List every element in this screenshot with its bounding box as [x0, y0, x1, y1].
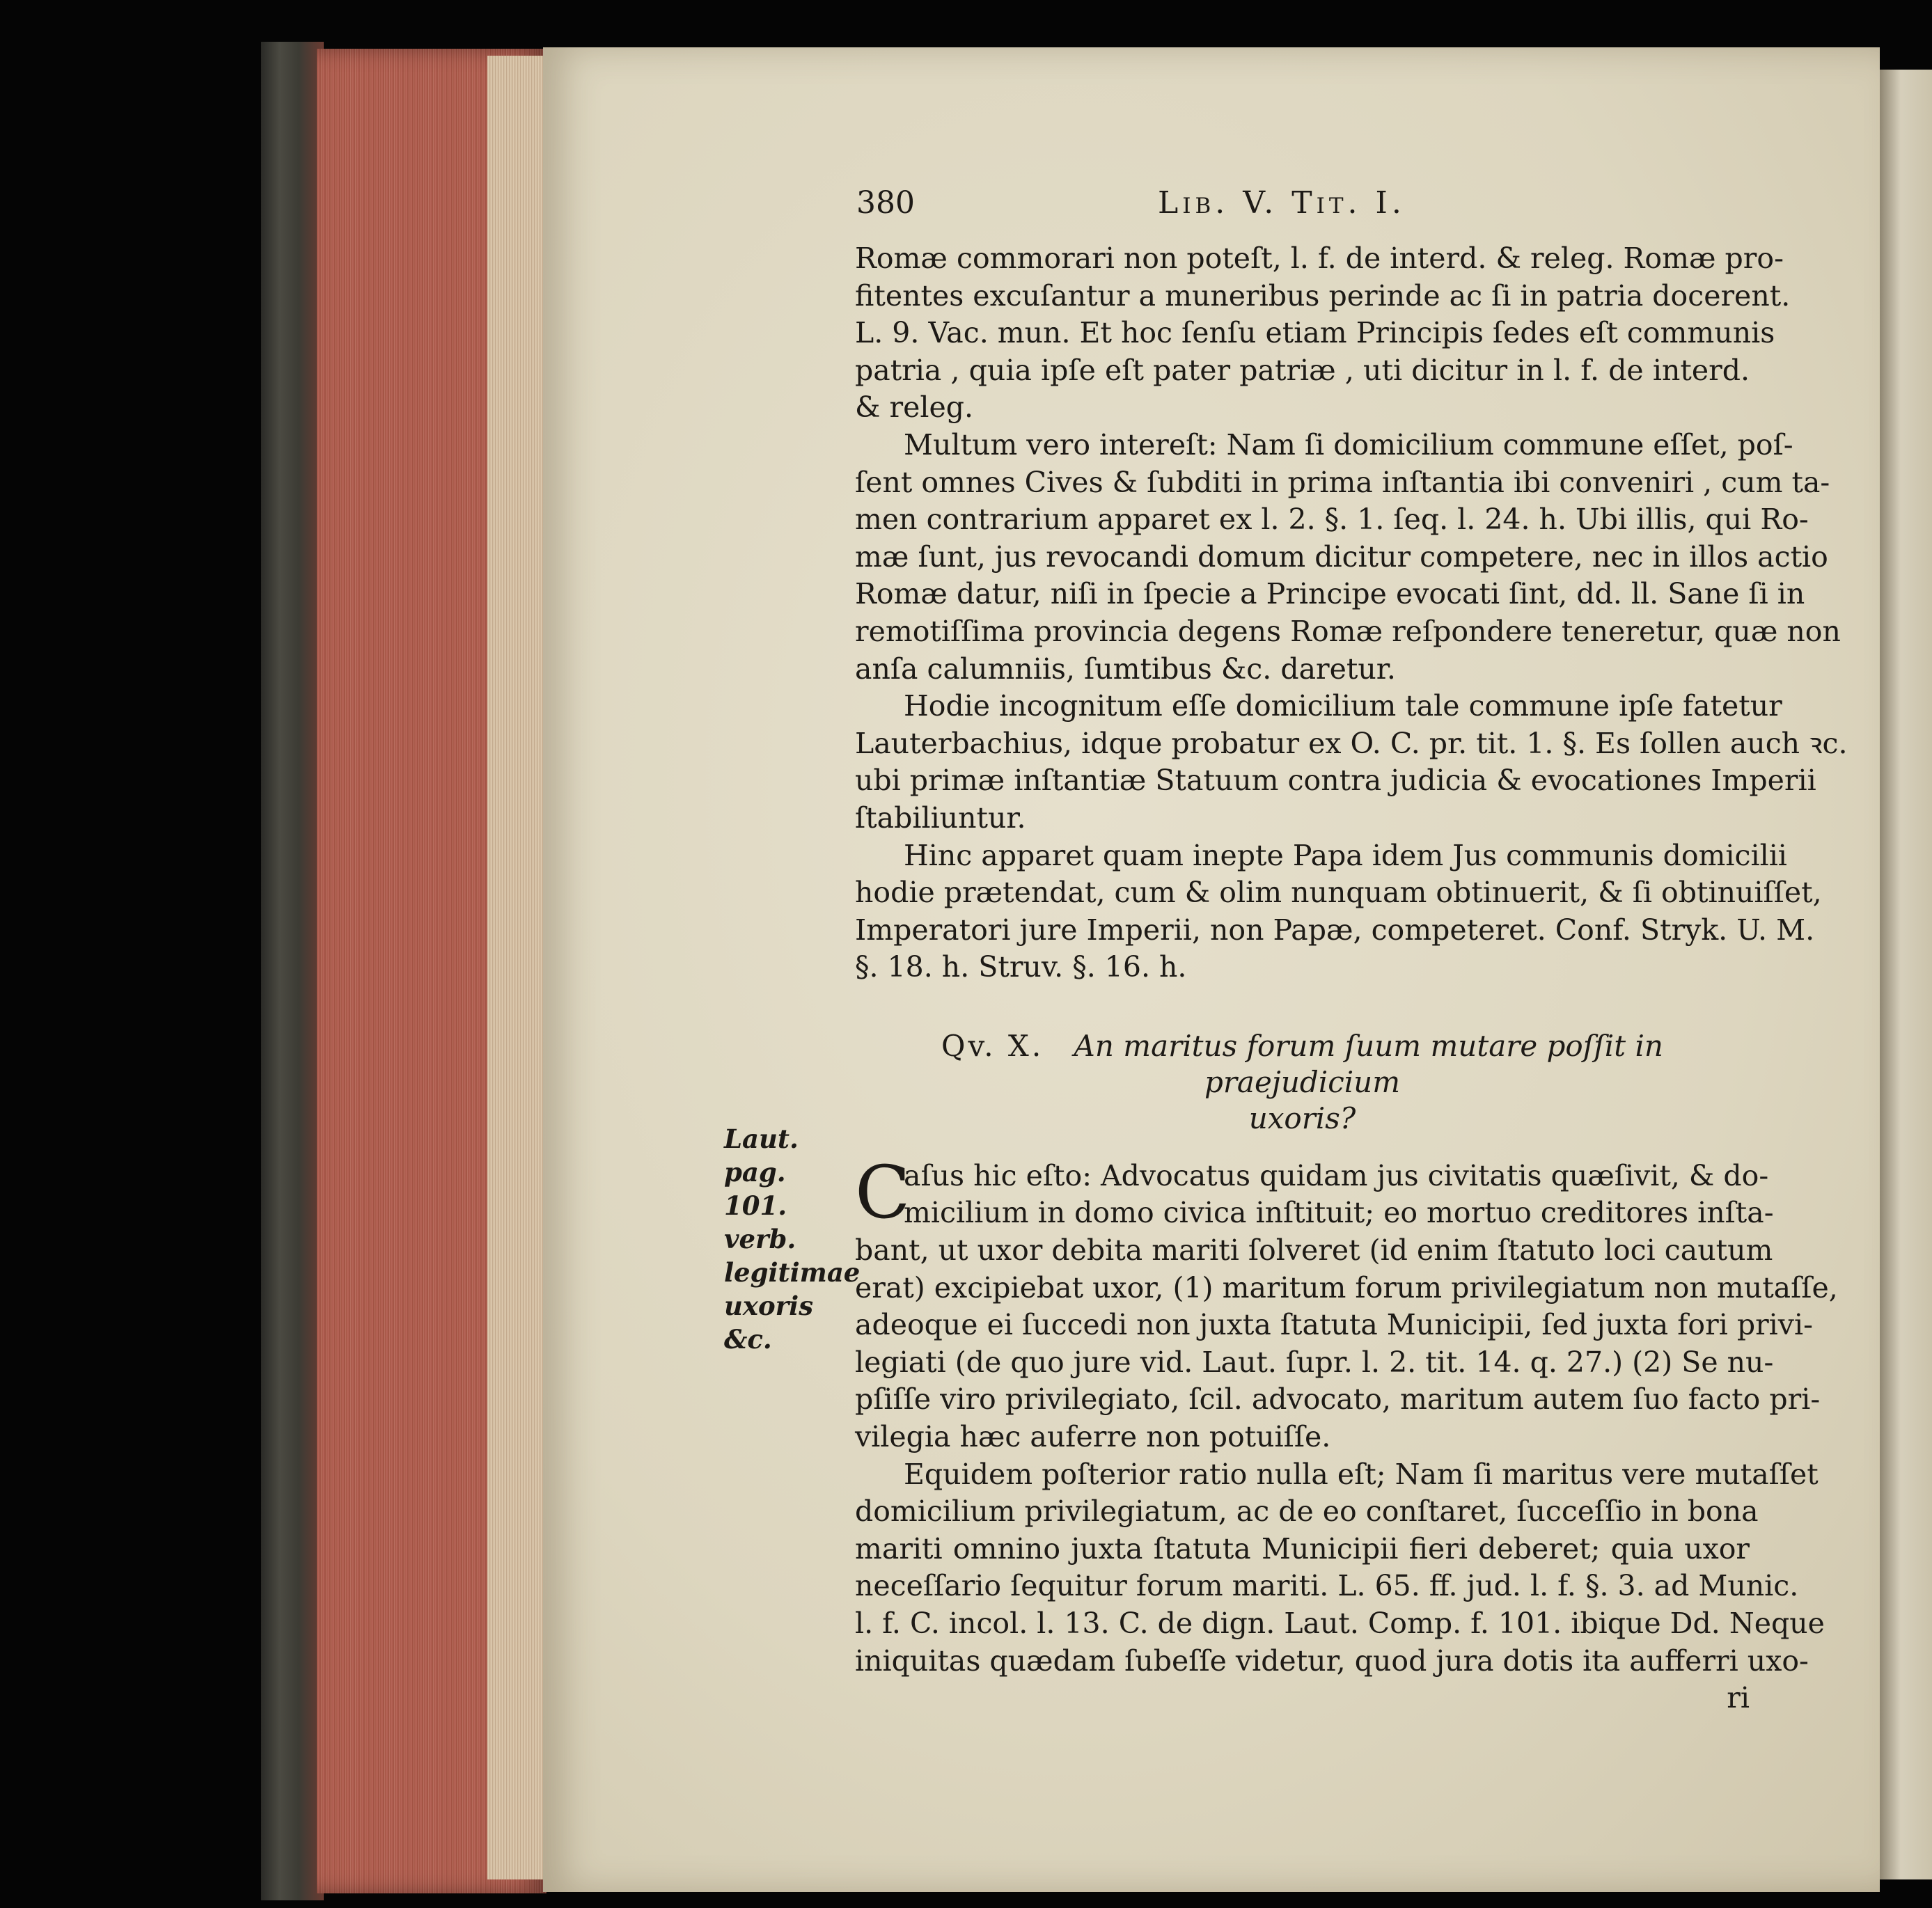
margin-note-line: legitimae — [724, 1257, 861, 1288]
text-line: Equidem poſterior ratio nulla eſt; Nam ſi maritus vere mutaſſet — [904, 1457, 1819, 1491]
facing-page-edge — [1880, 70, 1932, 1879]
text-line: l. f. C. incol. l. 13. C. de dign. Laut. Comp. f. 101. ibique Dd. Neque — [855, 1607, 1825, 1640]
page-edges-inner — [487, 56, 547, 1879]
text-line: ſtabiliuntur. — [855, 801, 1026, 835]
text-line: hodie prætendat, cum & olim nunquam obtinuerit, & ſi obtinuiſſet, — [855, 876, 1822, 910]
text-line: Imperatori jure Imperii, non Papæ, competeret. Conf. Stryk. U. M. — [855, 913, 1815, 947]
paragraph — [855, 688, 1848, 837]
text-line: aſus hic eſto: Advocatus quidam jus civitatis quæſivit, & do- — [904, 1158, 1769, 1192]
text-line: Multum vero intereſt: Nam ſi domicilium commune eſſet, poſ- — [904, 427, 1793, 462]
text-line: vilegia hæc auferre non potuiſſe. — [855, 1420, 1331, 1454]
text-line: mæ ſunt, jus revocandi domum dicitur competere, nec in illos actio — [855, 539, 1828, 574]
question-heading — [855, 1028, 1750, 1137]
running-head: Lib. V. Tit. I. — [1158, 185, 1406, 221]
text-line: Romæ datur, niſi in ſpecie a Principe evocati ſint, dd. ll. Sane ſi in — [855, 577, 1805, 611]
margin-note-line: Laut. pag. — [724, 1123, 799, 1188]
section-body — [855, 1149, 1838, 1717]
text-line: adeoque ei ſuccedi non juxta ſtatuta Municipii, ſed juxta fori privi- — [855, 1308, 1813, 1342]
text-line: ubi primæ inſtantiæ Statuum contra judicia & evocationes Imperii — [855, 764, 1816, 798]
text-line: domicilium privilegiatum, ac de eo conſtaret, ſucceſſio in bona — [855, 1495, 1759, 1529]
text-line: neceſſario ſequitur forum mariti. L. 65. ff. jud. l. f. §. 3. ad Munic. — [855, 1569, 1799, 1603]
margin-note-line: uxoris — [724, 1291, 814, 1321]
text-line: micilium in domo civica inſtituit; eo mortuo creditores inſta- — [904, 1196, 1774, 1230]
margin-note-line: 101. verb. — [724, 1190, 796, 1254]
catchword: ri — [1727, 1681, 1750, 1715]
paragraph — [855, 240, 1791, 427]
text-line: men contrarium apparet ex l. 2. §. 1. ſeq. l. 24. h. Ubi illis, qui Ro- — [855, 503, 1809, 537]
text-line: iniquitas quædam ſubeſſe videtur, quod jura dotis ita aufferri uxo- — [855, 1643, 1809, 1678]
paragraph — [855, 427, 1841, 688]
text-line: mariti omnino juxta ſtatuta Municipii fieri deberet; quia uxor — [855, 1531, 1750, 1566]
text-line: remotiſſima provincia degens Romæ reſpondere teneretur, quæ non — [855, 614, 1841, 648]
text-block — [855, 184, 1848, 1717]
drop-cap: C — [855, 1149, 911, 1235]
page-header — [855, 184, 1750, 240]
text-line: Romæ commorari non poteſt, l. f. de interd. & releg. Romæ pro- — [855, 242, 1784, 275]
text-line: L. 9. Vac. mun. Et hoc ſenſu etiam Principis ſedes eſt communis — [855, 316, 1775, 350]
paragraph — [855, 837, 1822, 986]
text-line: pſiſſe viro privilegiato, ſcil. advocato, maritum autem ſuo facto pri- — [855, 1382, 1821, 1417]
question-title-line1: An maritus forum ſuum mutare poſſit in praejudicium — [1074, 1028, 1663, 1099]
text-line: legiati (de quo jure vid. Laut. ſupr. l. 2. tit. 14. q. 27.) (2) Se nu- — [855, 1345, 1774, 1379]
question-label: Qv. X. — [941, 1028, 1044, 1063]
text-line: patria , quia ipſe eſt pater patriæ , uti dicitur in l. f. de interd. — [855, 353, 1750, 387]
question-title-line2: uxoris? — [1248, 1101, 1356, 1135]
text-line: bant, ut uxor debita mariti ſolveret (id enim ſtatuto loci cautum — [855, 1233, 1773, 1268]
text-line: ſent omnes Cives & ſubditi in prima inſtantia ibi conveniri , cum ta- — [855, 465, 1830, 499]
margin-note-line: &c. — [724, 1324, 772, 1355]
text-line: fitentes excuſantur a muneribus perinde ac ſi in patria docerent. — [855, 278, 1791, 313]
text-line: & releg. — [855, 391, 974, 425]
text-line: erat) excipiebat uxor, (1) maritum forum privilegiatum non mutaſſe, — [855, 1270, 1838, 1304]
text-line: anſa calumniis, ſumtibus &c. daretur. — [855, 652, 1396, 686]
text-line: Lauterbachius, idque probatur ex O. C. pr. tit. 1. §. Es ſollen auch ꝛc. — [855, 726, 1848, 760]
page-number: 380 — [856, 185, 915, 221]
text-line: §. 18. h. Struv. §. 16. h. — [855, 950, 1187, 984]
text-line: Hodie incognitum eſſe domicilium tale commune ipſe fatetur — [904, 689, 1782, 723]
book-spine — [261, 42, 324, 1900]
margin-note — [724, 1122, 861, 1356]
text-line: Hinc apparet quam inepte Papa idem Jus communis domicilii — [904, 838, 1787, 872]
